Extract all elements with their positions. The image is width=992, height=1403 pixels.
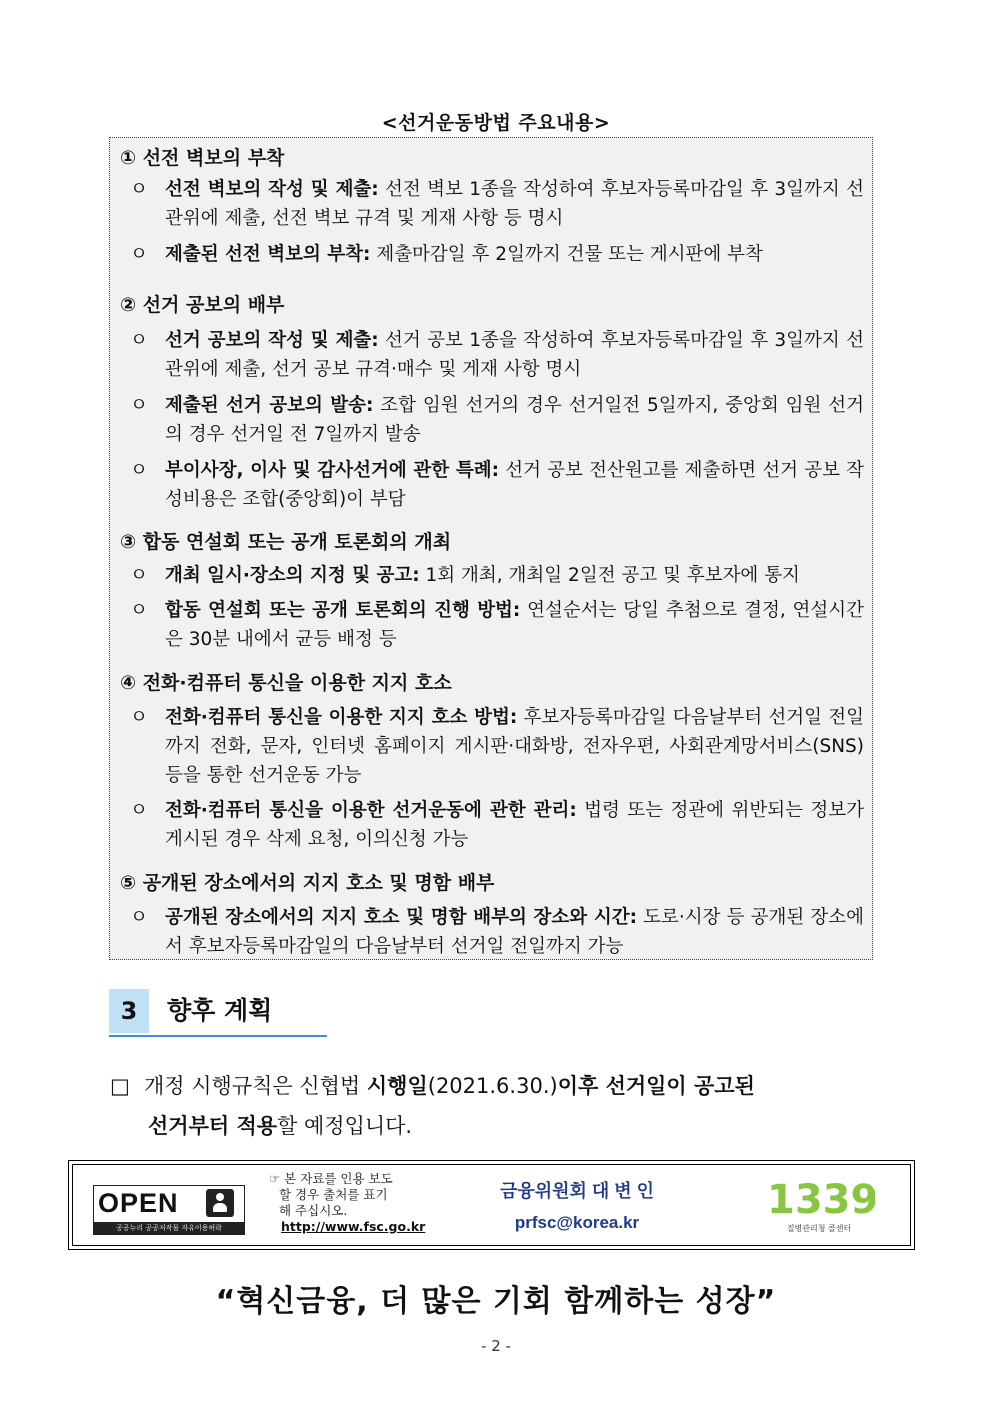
bullet: ㅇ: [130, 907, 148, 928]
logo-label: 질병관리청 콜센터: [786, 1224, 852, 1233]
section-title-3: ③ 합동 연설회 또는 공개 토론회의 개최: [120, 531, 452, 553]
list-item: [130, 796, 864, 854]
spokesperson-contact: [479, 1177, 675, 1233]
item-head: 공개된 장소에서의 지지 호소 및 명함 배부의 장소와 시간:: [165, 907, 637, 928]
page-number: - 2 -: [481, 1337, 511, 1355]
bullet: ㅇ: [130, 600, 148, 621]
item-text: 선거 공보 전산원고를 제출하면 선거 공보 작성비용은 조합(중앙회)이 부담: [165, 460, 864, 510]
item-text: 1회 개최, 개최일 2일전 공고 및 후보자에 통지: [419, 565, 800, 586]
bullet: ㅇ: [130, 800, 148, 821]
logo-number: 1339: [767, 1177, 875, 1223]
list-item: [130, 326, 864, 384]
checkbox-square-icon: □: [110, 1074, 130, 1098]
kogl-open-logo: [93, 1185, 245, 1235]
item-head: 전화·컴퓨터 통신을 이용한 지지 호소 방법:: [165, 707, 518, 728]
open-logo-caption: 공공누리 공공저작물 자유이용허락: [94, 1222, 244, 1234]
bullet: ㅇ: [130, 330, 148, 351]
kdca-1339-callcenter-logo: [763, 1173, 875, 1235]
item-head: 선전 벽보의 작성 및 제출:: [165, 179, 379, 200]
section-title-1: ① 선전 벽보의 부착: [120, 147, 285, 169]
list-item: [130, 391, 864, 449]
open-word: OPEN: [98, 1188, 179, 1218]
item-head: 개최 일시·장소의 지정 및 공고:: [165, 565, 420, 586]
item-head: 전화·컴퓨터 통신을 이용한 선거운동에 관한 관리:: [165, 800, 577, 821]
plan-text: 할 예정입니다.: [277, 1114, 413, 1138]
item-text: 법령 또는 정관에 위반되는 정보가 게시된 경우 삭제 요청, 이의신청 가능: [165, 800, 864, 850]
list-item: [130, 175, 864, 233]
attribution-person-icon: [206, 1189, 234, 1217]
bullet: ㅇ: [130, 460, 148, 481]
list-item: [130, 561, 864, 590]
bullet: ㅇ: [130, 244, 148, 265]
fsc-website-link[interactable]: http://www.fsc.go.kr: [281, 1219, 426, 1234]
list-item: [130, 240, 864, 269]
box-caption: <선거운동방법 주요내용>: [381, 112, 611, 134]
item-text: 선거 공보 1종을 작성하여 후보자등록마감일 후 3일까지 선관위에 제출, 선거 공보 규격·매수 및 게재 사항 명시: [165, 330, 865, 380]
bullet: ㅇ: [130, 565, 148, 586]
item-head: 부이사장, 이사 및 감사선거에 관한 특례:: [165, 460, 500, 481]
item-head: 제출된 선전 벽보의 부착:: [165, 244, 371, 265]
plan-text: 개정 시행규칙은 신협법: [144, 1074, 367, 1098]
item-head: 선거 공보의 작성 및 제출:: [165, 330, 379, 351]
section-title-2: ② 선거 공보의 배부: [120, 294, 285, 316]
item-text: 후보자등록마감일 다음날부터 선거일 전일까지 전화, 문자, 인터넷 홈페이지 게시판·대화방, 전자우편, 사회관계망서비스(SNS) 등을 통한 선거운동 가능: [165, 707, 864, 786]
campaign-methods-box: [109, 137, 873, 960]
item-text: 연설순서는 당일 추첨으로 결정, 연설시간은 30분 내에서 균등 배정 등: [165, 600, 865, 650]
footer-box: [68, 1160, 915, 1250]
section-title-5: ⑤ 공개된 장소에서의 지지 호소 및 명함 배부: [120, 872, 495, 894]
notice-line: 해 주십시오.: [279, 1203, 348, 1218]
item-text: 선전 벽보 1종을 작성하여 후보자등록마감일 후 3일까지 선관위에 제출, 선전 벽보 규격 및 게재 사항 등 명시: [165, 179, 865, 229]
list-item: [130, 596, 864, 654]
list-item: [130, 903, 864, 961]
plan-bold: 이후 선거일이 공고된: [557, 1074, 755, 1098]
plan-date: (2021.6.30.): [427, 1074, 558, 1098]
list-item: [130, 703, 864, 790]
item-text: 조합 임원 선거의 경우 선거일전 5일까지, 중앙회 임원 선거의 경우 선거일 전 7일까지 발송: [165, 395, 864, 445]
notice-line: ☞ 본 자료를 인용 보도: [269, 1171, 393, 1186]
plan-bold: 시행일: [366, 1074, 428, 1098]
section-title: 향후 계획: [167, 996, 273, 1025]
section-number: 3: [109, 989, 149, 1033]
bullet: ㅇ: [130, 395, 148, 416]
item-text: 도로·시장 등 공개된 장소에서 후보자등록마감일의 다음날부터 선거일 전일까지 가능: [165, 907, 864, 957]
notice-line: 할 경우 출처를 표기: [279, 1187, 388, 1202]
bullet: ㅇ: [130, 707, 148, 728]
plan-paragraph: [110, 1066, 886, 1146]
slogan: “혁신금융, 더 많은 기회 함께하는 성장”: [215, 1284, 777, 1319]
citation-notice: [269, 1171, 429, 1235]
spokesperson-email[interactable]: prfsc@korea.kr: [514, 1213, 640, 1232]
item-head: 제출된 선거 공보의 발송:: [165, 395, 374, 416]
list-item: [130, 456, 864, 514]
spokesperson-title: 금융위원회 대 변 인: [499, 1181, 655, 1201]
plan-bold: 선거부터 적용: [148, 1114, 278, 1138]
item-head: 합동 연설회 또는 공개 토론회의 진행 방법:: [165, 600, 521, 621]
bullet: ㅇ: [130, 179, 148, 200]
item-text: 제출마감일 후 2일까지 건물 또는 게시판에 부착: [370, 244, 763, 265]
section-title-4: ④ 전화·컴퓨터 통신을 이용한 지지 호소: [120, 672, 452, 694]
section-heading-future-plan: [109, 989, 327, 1037]
